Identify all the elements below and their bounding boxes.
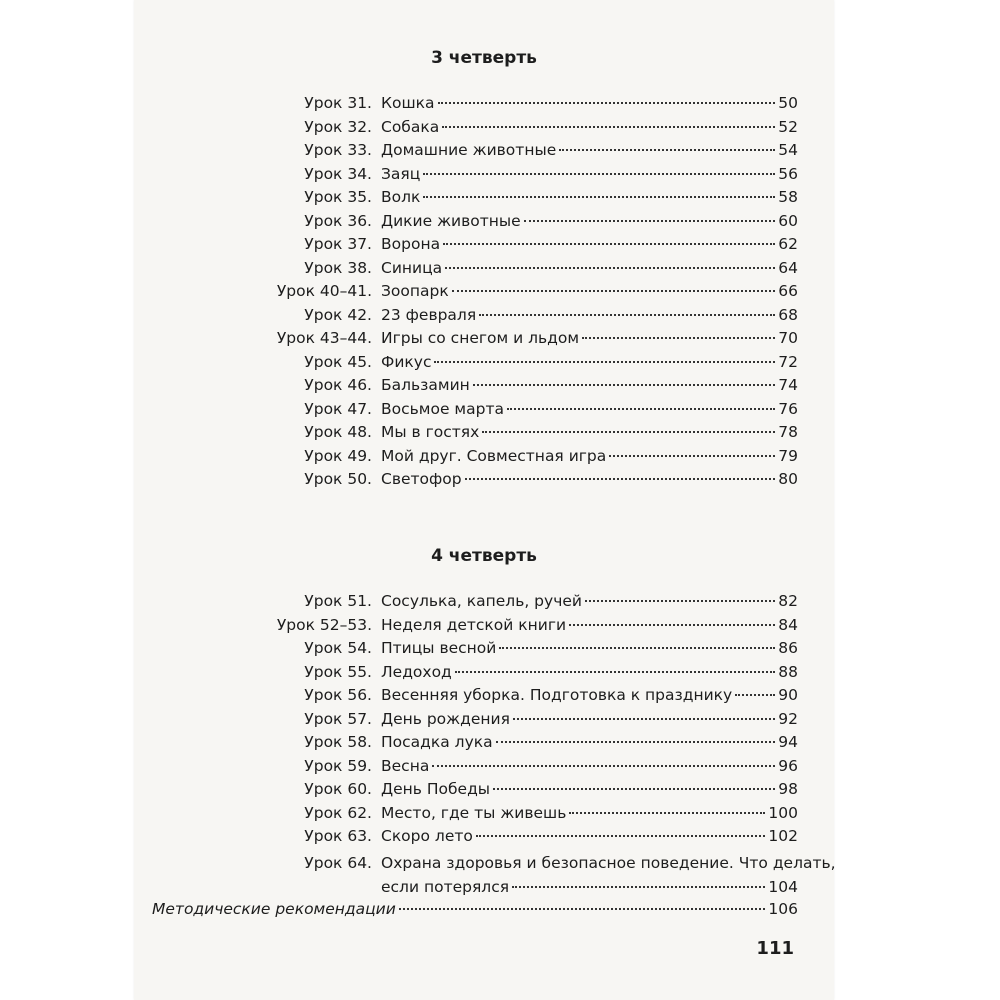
lesson-title: Мой друг. Совместная игра [381,446,607,465]
toc-entry[interactable] [134,637,834,659]
title-wrap [381,590,798,612]
dot-leader [513,718,775,720]
lesson-number: Урок 43–44. [276,329,372,347]
page-ref: 50 [778,94,798,112]
lesson-number: Урок 50. [304,470,372,488]
page-ref: 80 [778,470,798,488]
page-ref: 66 [778,282,798,300]
toc-entry[interactable] [134,351,834,373]
toc-entry[interactable] [134,825,834,847]
lesson-title: Мы в гостях [381,423,480,441]
lesson-number: Урок 46. [304,376,372,394]
dot-leader [443,243,775,245]
dot-leader [434,361,775,363]
lesson-title: Весна [381,756,430,775]
dot-leader [507,408,775,410]
lesson-number: Урок 47. [304,399,372,418]
lesson-title: Домашние животные [381,141,557,159]
lesson-number: Урок 42. [304,305,372,324]
page-ref: 68 [778,305,798,324]
title-wrap [381,778,798,800]
dot-leader [473,384,775,386]
page-ref: 100 [768,803,798,822]
lesson-number: Урок 62. [304,803,372,822]
dot-leader [582,337,775,339]
title-wrap [381,210,798,232]
lesson-title: Фикус [381,352,432,371]
lesson-title: Скоро лето [381,827,473,845]
toc-entry[interactable] [134,445,834,467]
book-page [134,0,834,1000]
dot-leader [452,290,776,292]
lesson-number: Урок 38. [304,258,372,277]
page-ref: 102 [768,827,798,845]
lesson-number: Урок 36. [304,211,372,230]
title-wrap [381,351,798,373]
title-wrap [381,233,798,255]
toc-entry[interactable] [134,257,834,279]
lesson-title: Светофор [381,470,462,488]
title-wrap [381,186,798,208]
page-number: 111 [756,938,794,959]
lesson-number: Урок 35. [304,188,372,206]
lesson-title: Место, где ты живешь [381,803,567,822]
lesson-number: Урок 57. [304,709,372,728]
toc-entry[interactable] [134,614,834,636]
dot-leader [442,126,775,128]
title-wrap [381,445,798,467]
title-wrap [381,708,798,730]
title-wrap [381,327,798,349]
toc-entry[interactable] [134,468,834,490]
toc-entry[interactable] [134,163,834,185]
lesson-title-line2: если потерялся [381,878,510,896]
dot-leader [569,624,775,626]
lesson-title: Ледоход [381,662,452,681]
page-ref: 56 [778,164,798,183]
dot-leader [465,478,776,480]
page-ref: 82 [778,592,798,610]
title-wrap [381,421,798,443]
lesson-number: Урок 32. [304,117,372,136]
lesson-title: Заяц [381,164,421,183]
lesson-title: Птицы весной [381,639,497,657]
lesson-title: Весенняя уборка. Подготовка к празднику [381,686,733,704]
lesson-title: Сосулька, капель, ручей [381,592,582,610]
dot-leader [423,173,775,175]
lesson-title: День Победы [381,780,491,798]
lesson-number: Урок 54. [304,639,372,657]
toc-entry[interactable] [134,374,834,396]
title-wrap [381,661,798,683]
dot-leader [479,314,775,316]
lesson-title: 23 февраля [381,305,477,324]
dot-leader [455,671,776,673]
page-ref: 70 [778,329,798,347]
page-ref: 76 [778,399,798,418]
page-ref: 64 [778,258,798,277]
dot-leader [476,835,766,837]
lesson-number: Урок 48. [304,423,372,441]
dot-leader [432,765,775,767]
lesson-title: Игры со снегом и льдом [381,329,580,347]
lesson-number: Урок 63. [304,827,372,845]
toc-entry[interactable] [134,590,834,612]
lesson-title: Восьмое марта [381,399,504,418]
toc-entry[interactable] [134,186,834,208]
title-wrap [381,304,798,326]
lesson-title: Бальзамин [381,376,470,394]
dot-leader [499,647,775,649]
toc-entry[interactable] [134,304,834,326]
lesson-number: Урок 34. [304,164,372,183]
title-wrap [381,731,798,753]
lesson-number: Урок 37. [304,235,372,253]
toc-entry[interactable] [134,661,834,683]
dot-leader [423,196,775,198]
title-wrap [381,163,798,185]
lesson-number: Урок 45. [304,352,372,371]
page-ref: 54 [778,141,798,159]
page-ref: 52 [778,117,798,136]
page-ref: 98 [778,780,798,798]
lesson-title: Кошка [381,94,435,112]
title-line2-wrap [381,876,798,898]
methodical-title: Методические рекомендации [152,900,396,918]
page-ref: 92 [778,709,798,728]
lesson-title: День рождения [381,709,510,728]
dot-leader [512,886,765,888]
page-ref: 96 [778,756,798,775]
dot-leader [493,788,775,790]
dot-leader [399,908,766,910]
lesson-number: Урок 49. [304,446,372,465]
dot-leader [438,102,776,104]
page-ref: 62 [778,235,798,253]
dot-leader [559,149,775,151]
lesson-title: Ворона [381,235,441,253]
toc-entry[interactable] [134,280,834,302]
page-ref: 86 [778,639,798,657]
page-ref: 79 [778,446,798,465]
lesson-number: Урок 40–41. [276,282,372,300]
page-ref: 84 [778,615,798,634]
page-ref: 94 [778,733,798,751]
lesson-number: Урок 52–53. [276,615,372,634]
dot-leader [445,267,775,269]
title-wrap [381,398,798,420]
title-wrap [381,374,798,396]
lesson-number: Урок 51. [304,592,372,610]
lesson-title: Дикие животные [381,211,521,230]
toc-entry[interactable] [134,684,834,706]
title-wrap [381,139,798,161]
lesson-number: Урок 33. [304,141,372,159]
toc-entry[interactable] [134,398,834,420]
toc-entry[interactable] [134,92,834,114]
dot-leader [524,220,776,222]
dot-leader [569,812,765,814]
page-ref: 58 [778,188,798,206]
lesson-title: Неделя детской книги [381,615,567,634]
title-wrap [381,825,798,847]
toc-entry[interactable] [134,139,834,161]
title-wrap [381,802,798,824]
page-ref: 104 [768,878,798,896]
page-ref: 88 [778,662,798,681]
toc-entry[interactable] [134,778,834,800]
title-wrap [381,116,798,138]
dot-leader [496,741,776,743]
title-wrap [381,92,798,114]
toc-entry[interactable] [134,233,834,255]
lesson-title: Зоопарк [381,282,449,300]
title-wrap [381,280,798,302]
lesson-title: Волк [381,188,421,206]
dot-leader [609,455,775,457]
lesson-title: Собака [381,117,440,136]
page-ref: 78 [778,423,798,441]
dot-leader [735,694,775,696]
toc-entry[interactable] [134,852,834,898]
lesson-number: Урок 56. [304,686,372,704]
page-ref: 74 [778,376,798,394]
page-ref: 90 [778,686,798,704]
title-wrap [381,684,798,706]
title-wrap [381,257,798,279]
toc-entry[interactable] [134,327,834,349]
dot-leader [482,431,775,433]
toc-entry[interactable] [134,421,834,443]
toc-entry[interactable] [134,731,834,753]
lesson-title-line1: Охрана здоровья и безопасное поведение. Что делать, [381,854,836,872]
lesson-number: Урок 59. [304,756,372,775]
lesson-title: Синица [381,258,443,277]
section-heading-3: 3 четверть [431,48,537,68]
toc-entry[interactable] [134,802,834,824]
dot-leader [585,600,775,602]
title-wrap [381,755,798,777]
lesson-number: Урок 55. [304,662,372,681]
lesson-number: Урок 31. [304,94,372,112]
title-wrap [381,614,798,636]
page-ref: 60 [778,211,798,230]
toc-entry[interactable] [134,210,834,232]
lesson-number: Урок 60. [304,780,372,798]
title-wrap [381,637,798,659]
title-wrap [381,468,798,490]
lesson-number: Урок 64. [304,854,372,872]
page-ref: 106 [768,900,798,918]
section-heading-4: 4 четверть [431,546,537,566]
lesson-number: Урок 58. [304,733,372,751]
toc-entry[interactable] [134,755,834,777]
lesson-title: Посадка лука [381,733,493,751]
toc-entry[interactable] [134,116,834,138]
page-ref: 72 [778,352,798,371]
toc-entry-methodical[interactable] [152,898,798,920]
toc-entry[interactable] [134,708,834,730]
